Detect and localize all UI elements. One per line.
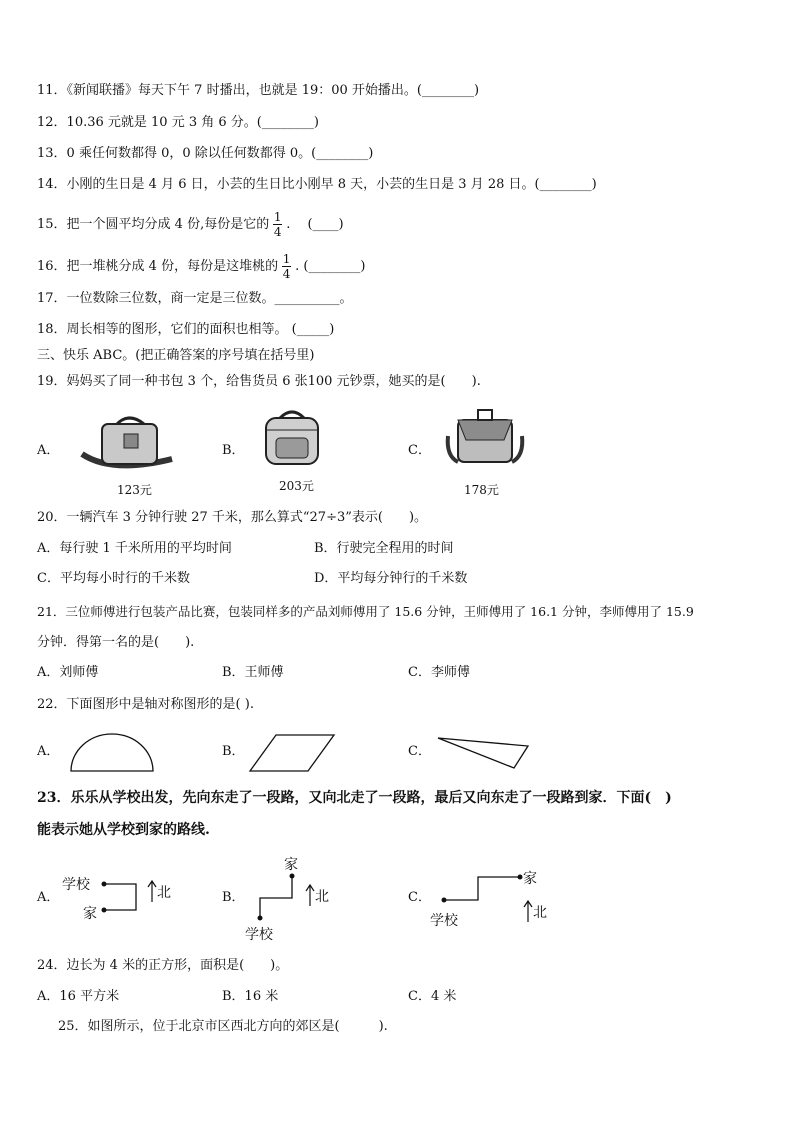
question-24: 24．边长为 4 米的正方形，面积是( )。 bbox=[37, 958, 289, 973]
option-d: D．平均每分钟行的千米数 bbox=[314, 571, 468, 586]
question-16 bbox=[37, 252, 366, 281]
home-label: 家 bbox=[284, 857, 298, 873]
question-15-text: 15．把一个圆平均分成 4 份,每份是它的 bbox=[37, 217, 270, 232]
option-a: A．每行驶 1 千米所用的平均时间 bbox=[37, 541, 232, 556]
north-arrow-icon bbox=[147, 880, 157, 904]
question-22: 22．下面图形中是轴对称图形的是( ). bbox=[37, 697, 254, 712]
question-23-line2: 能表示她从学校到家的路线. bbox=[37, 822, 210, 838]
semicircle-shape bbox=[70, 733, 154, 773]
question-19: 19．妈妈买了同一种书包 3 个，给售货员 6 张100 元钞票，她买的是( ). bbox=[37, 374, 481, 389]
option-b: B．16 米 bbox=[222, 989, 279, 1004]
north-arrow-icon bbox=[523, 900, 533, 924]
option-c: C．4 米 bbox=[408, 989, 457, 1004]
question-16-blank: . (________) bbox=[295, 259, 366, 274]
handbag-icon bbox=[72, 414, 182, 474]
backpack-icon bbox=[258, 408, 326, 468]
option-b: B． bbox=[222, 890, 245, 905]
option-b: B． bbox=[222, 744, 245, 759]
option-c: C． bbox=[408, 890, 431, 905]
route-a bbox=[100, 878, 146, 918]
route-b bbox=[254, 872, 298, 922]
question-15-blank: . (____) bbox=[286, 217, 344, 232]
north-arrow-icon bbox=[305, 884, 315, 908]
question-17: 17．一位数除三位数，商一定是三位数。__________。 bbox=[37, 291, 353, 306]
option-a: A．刘师傅 bbox=[37, 665, 99, 680]
school-label: 学校 bbox=[245, 927, 273, 943]
question-23-line1: 23．乐乐从学校出发，先向东走了一段路，又向北走了一段路，最后又向东走了一段路到家．下面( ) bbox=[37, 790, 672, 806]
option-a: A．16 平方米 bbox=[37, 989, 120, 1004]
question-16-text: 16．把一堆桃分成 4 份，每份是这堆桃的 bbox=[37, 259, 279, 274]
school-label: 学校 bbox=[430, 913, 458, 929]
fraction-denominator: 4 bbox=[273, 225, 282, 239]
question-20: 20．一辆汽车 3 分钟行驶 27 千米，那么算式“27÷3”表示( )。 bbox=[37, 510, 428, 525]
price-b: 203元 bbox=[279, 479, 314, 493]
home-label: 家 bbox=[83, 906, 97, 922]
triangle-shape bbox=[436, 736, 536, 770]
question-21-line2: 分钟．得第一名的是( ). bbox=[37, 635, 195, 650]
question-12: 12．10.36 元就是 10 元 3 角 6 分。(________) bbox=[37, 115, 319, 130]
parallelogram-shape bbox=[248, 733, 336, 773]
question-18: 18．周长相等的图形，它们的面积也相等。 (_____) bbox=[37, 322, 335, 337]
option-c: C． bbox=[408, 744, 431, 759]
question-13: 13．0 乘任何数都得 0，0 除以任何数都得 0。(________) bbox=[37, 146, 374, 161]
schoolbag-icon bbox=[444, 406, 526, 466]
option-c: C．李师傅 bbox=[408, 665, 470, 680]
north-label: 北 bbox=[533, 905, 547, 921]
question-15 bbox=[37, 210, 344, 239]
price-c: 178元 bbox=[464, 483, 499, 497]
north-label: 北 bbox=[157, 885, 171, 901]
price-a: 123元 bbox=[117, 483, 152, 497]
fraction-numerator: 1 bbox=[282, 252, 291, 266]
option-a: A． bbox=[37, 890, 60, 905]
section-heading: 三、快乐 ABC。(把正确答案的序号填在括号里) bbox=[37, 348, 315, 363]
fraction-denominator: 4 bbox=[282, 267, 291, 281]
route-c bbox=[440, 873, 526, 907]
fraction bbox=[273, 210, 282, 239]
question-11: 11．《新闻联播》每天下午 7 时播出，也就是 19：00 开始播出。(________) bbox=[37, 83, 480, 98]
school-label: 学校 bbox=[62, 877, 90, 893]
question-21-line1: 21．三位师傅进行包装产品比赛，包装同样多的产品刘师傅用了 15.6 分钟，王师傅用了 16.1 分钟，李师傅用了 15.9 bbox=[37, 604, 694, 619]
question-14: 14．小刚的生日是 4 月 6 日，小芸的生日比小刚早 8 天，小芸的生日是 3 月 28 日。(________) bbox=[37, 177, 597, 192]
option-b: B． bbox=[222, 443, 245, 458]
option-a: A． bbox=[37, 744, 60, 759]
question-25: 25．如图所示，位于北京市区西北方向的郊区是( ). bbox=[58, 1019, 388, 1034]
fraction-numerator: 1 bbox=[273, 210, 282, 224]
home-label: 家 bbox=[523, 871, 537, 887]
option-b: B．行驶完全程用的时间 bbox=[314, 541, 454, 556]
option-a: A． bbox=[37, 443, 60, 458]
fraction bbox=[282, 252, 291, 281]
option-c: C． bbox=[408, 443, 431, 458]
north-label: 北 bbox=[315, 889, 329, 905]
option-b: B．王师傅 bbox=[222, 665, 284, 680]
option-c: C．平均每小时行的千米数 bbox=[37, 571, 190, 586]
